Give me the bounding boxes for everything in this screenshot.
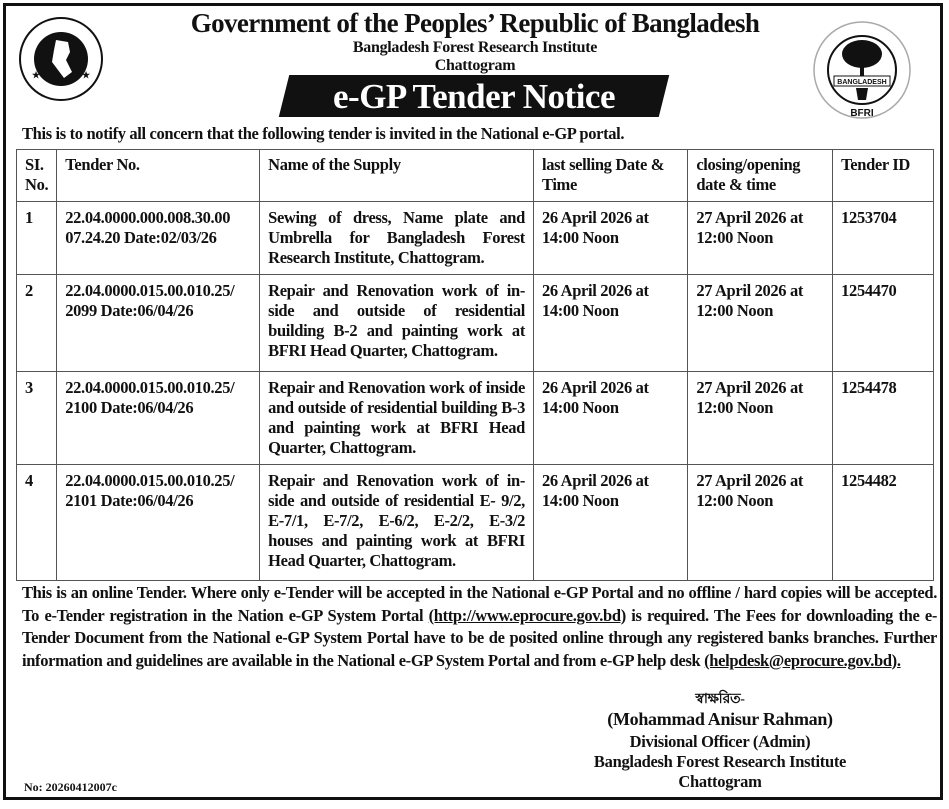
cell-tender-no: 22.04.0000.000.008.30.00 07.24.20 Date:02/03/26 — [57, 202, 260, 275]
cell-tender-no: 22.04.0000.015.00.010.25/ 2100 Date:06/04/26 — [57, 372, 260, 465]
helpdesk-email-link[interactable]: (helpdesk@eprocure.gov.bd). — [704, 650, 901, 670]
signatory-office: Bangladesh Forest Research Institute — [593, 752, 847, 771]
tender-instructions — [22, 582, 937, 672]
cell-closing: 27 April 2026 at 12:00 Noon — [688, 372, 833, 465]
institute-name: Bangladesh Forest Research Institute — [352, 39, 598, 56]
cell-closing: 27 April 2026 at 12:00 Noon — [688, 465, 833, 581]
cell-last-selling: 26 April 2026 at 14:00 Noon — [533, 372, 687, 465]
cell-tender-no: 22.04.0000.015.00.010.25/ 2101 Date:06/04/26 — [57, 465, 260, 581]
instructions-part-1: This is an online Tender. Where only e-Tender will be accepted in the National e-GP Portal and no offline / hard copies will be accepted. To e-Tender registration in the Nation e-GP System Portal — [22, 583, 937, 625]
table-row — [17, 372, 934, 465]
signed-label: স্বাক্ষরিত- — [695, 692, 745, 707]
table-row — [17, 465, 934, 581]
cell-supply: Repair and Renovation work of in- side and outside of residential building B-2 and painting work at BFRI Head Quarter, Chattogram. — [260, 275, 534, 372]
header-closing: closing/opening date & time — [688, 150, 833, 202]
cell-tender-id: 1253704 — [833, 202, 934, 275]
table-row — [17, 202, 934, 275]
government-title: Government of the Peoples’ Republic of Bangladesh — [190, 8, 760, 38]
cell-sl: 1 — [17, 202, 57, 275]
cell-closing: 27 April 2026 at 12:00 Noon — [688, 275, 833, 372]
bfri-logo-icon — [812, 20, 912, 120]
tender-table — [16, 149, 934, 581]
signatory-name: (Mohammad Anisur Rahman) — [607, 709, 833, 729]
header-supply: Name of the Supply — [260, 150, 534, 202]
cell-sl: 2 — [17, 275, 57, 372]
intro-text: This is to notify all concern that the following tender is invited in the National e-GP portal. — [22, 124, 625, 143]
cell-supply: Sewing of dress, Name plate and Umbrella for Bangladesh Forest Research Institute, Chattogram. — [260, 202, 534, 275]
header-tender-no: Tender No. — [57, 150, 260, 202]
table-header-row — [17, 150, 934, 202]
instructions-part-2: is required. The Fees for downloading the e-Tender Document from the National e-GP System Portal have to be de posited online through any registered banks branches. Further information and guidelines are available in the National e-GP System Portal and from e-GP help desk — [22, 605, 937, 670]
eprocure-portal-link[interactable]: (http://www.eprocure.gov.bd) — [428, 605, 626, 625]
svg-text:BANGLADESH: BANGLADESH — [837, 79, 887, 86]
svg-text:★: ★ — [82, 70, 91, 80]
cell-last-selling: 26 April 2026 at 14:00 Noon — [533, 202, 687, 275]
cell-sl: 3 — [17, 372, 57, 465]
cell-closing: 27 April 2026 at 12:00 Noon — [688, 202, 833, 275]
cell-last-selling: 26 April 2026 at 14:00 Noon — [533, 465, 687, 581]
signatory-city: Chattogram — [678, 772, 762, 791]
cell-tender-id: 1254478 — [833, 372, 934, 465]
cell-last-selling: 26 April 2026 at 14:00 Noon — [533, 275, 687, 372]
institute-city: Chattogram — [434, 57, 516, 74]
table-row — [17, 275, 934, 372]
government-seal-icon — [18, 16, 104, 102]
cell-tender-id: 1254470 — [833, 275, 934, 372]
header-tender-id: Tender ID — [833, 150, 934, 202]
cell-tender-no: 22.04.0000.015.00.010.25/ 2099 Date:06/04/26 — [57, 275, 260, 372]
header-last-selling: last selling Date & Time — [533, 150, 687, 202]
cell-supply: Repair and Renovation work of in- side and outside of residential E- 9/2, E-7/1, E-7/2, E-6/2, E-2/2, E-3/2 houses and painting work at BFRI Head Quarter, Chattogram. — [260, 465, 534, 581]
cell-sl: 4 — [17, 465, 57, 581]
signatory-designation: Divisional Officer (Admin) — [629, 732, 811, 751]
notice-banner-title: e-GP Tender Notice — [333, 77, 615, 116]
header-sl: SI. No. — [17, 150, 57, 202]
cell-tender-id: 1254482 — [833, 465, 934, 581]
reference-number: No: 20260412007c — [24, 780, 117, 794]
svg-text:BFRI: BFRI — [850, 108, 874, 119]
svg-text:★: ★ — [32, 70, 41, 80]
cell-supply: Repair and Renovation work of inside and outside of residential building B-3 and painting work at BFRI Head Quarter, Chattogram. — [260, 372, 534, 465]
